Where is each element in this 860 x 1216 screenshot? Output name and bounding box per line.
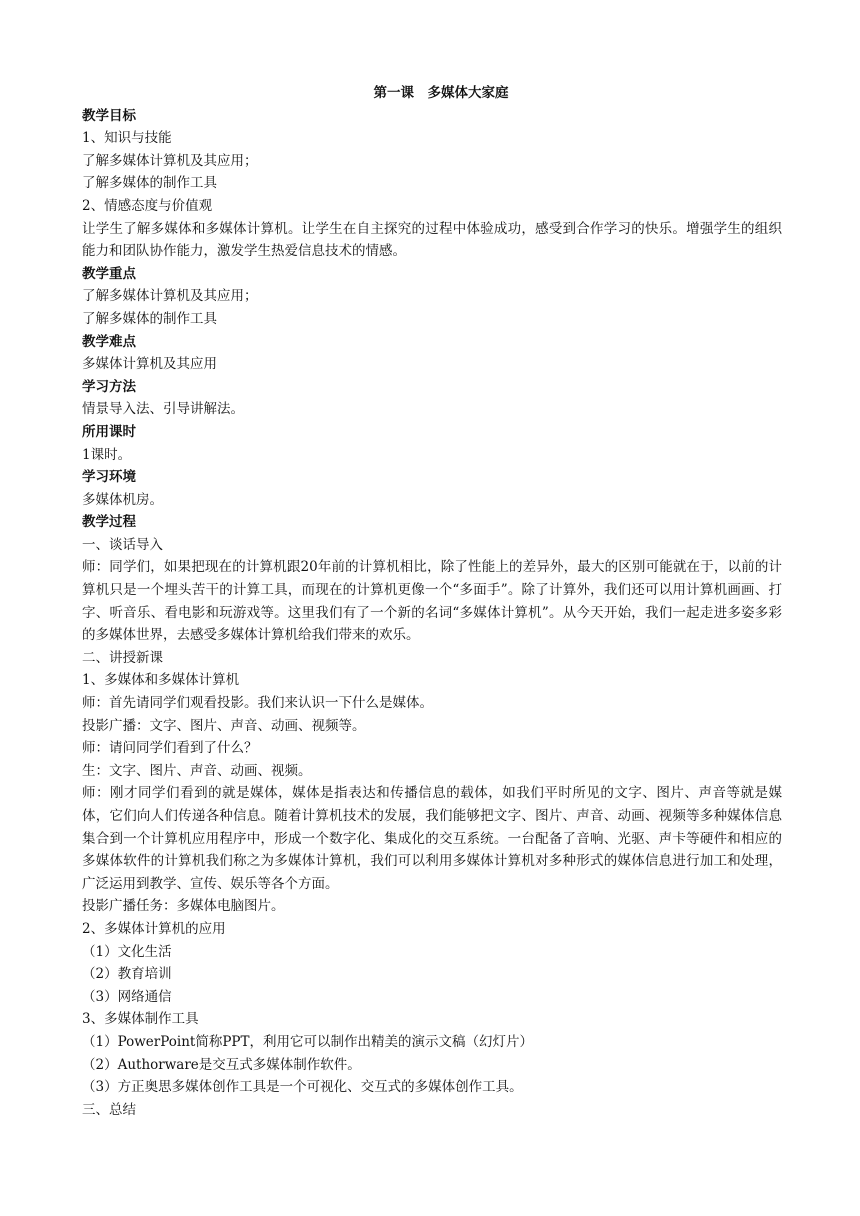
section-heading: 教学重点: [82, 265, 136, 282]
document-page: [82, 82, 782, 1121]
text-line: 2、多媒体计算机的应用: [82, 920, 226, 937]
text-line: 师：请问同学们看到了什么？: [82, 740, 258, 757]
paragraph: 师：同学们，如果把现在的计算机跟20年前的计算机相比，除了性能上的差异外，最大的区别可能就在于，以前的计算机只是一个埋头苦干的计算工具，而现在的计算机更像一个“多面手”。除了计算外，我们还可以用计算机画画、打字、听音乐、看电影和玩游戏等。这里我们有了一个新的名词“多媒体计算机”。从今天开始，我们一起走进多姿多彩的多媒体世界，去感受多媒体计算机给我们带来的欢乐。: [82, 559, 782, 644]
section-heading: 教学过程: [82, 514, 136, 531]
text-line: 师：首先请同学们观看投影。我们来认识一下什么是媒体。: [82, 695, 433, 712]
text-line: （2）Authorware是交互式多媒体制作软件。: [82, 1056, 361, 1073]
section-heading: 教学难点: [82, 333, 136, 350]
document-body: [82, 105, 782, 1122]
section-heading: 所用课时: [82, 423, 136, 440]
section-heading: 学习环境: [82, 469, 136, 486]
text-line: 多媒体机房。: [82, 491, 163, 508]
paragraph: 师：刚才同学们看到的就是媒体，媒体是指表达和传播信息的载体，如我们平时所见的文字、图片、声音等就是媒体，它们向人们传递各种信息。随着计算机技术的发展，我们能够把文字、图片、声音、动画、视频等多种媒体信息集合到一个计算机应用程序中，形成一个数字化、集成化的交互系统。一台配备了音响、光驱、声卡等硬件和相应的多媒体软件的计算机我们称之为多媒体计算机，我们可以利用多媒体计算机对多种形式的媒体信息进行加工和处理，广泛运用到教学、宣传、娱乐等各个方面。: [82, 785, 782, 892]
text-line: （3）网络通信: [82, 988, 172, 1005]
text-line: （1）文化生活: [82, 943, 172, 960]
text-line: 一、谈话导入: [82, 536, 163, 553]
text-line: 情景导入法、引导讲解法。: [82, 401, 244, 418]
text-line: 二、讲授新课: [82, 649, 163, 666]
text-line: 三、总结: [82, 1101, 136, 1118]
text-line: 了解多媒体计算机及其应用；: [82, 288, 258, 305]
section-heading: 教学目标: [82, 107, 136, 124]
paragraph: 让学生了解多媒体和多媒体计算机。让学生在自主探究的过程中体验成功，感受到合作学习的快乐。增强学生的组织能力和团队协作能力，激发学生热爱信息技术的情感。: [82, 220, 782, 260]
text-line: 多媒体计算机及其应用: [82, 356, 217, 373]
text-line: 了解多媒体的制作工具: [82, 310, 217, 327]
text-line: 1课时。: [82, 446, 132, 463]
text-line: 1、知识与技能: [82, 130, 172, 147]
text-line: 生：文字、图片、声音、动画、视频。: [82, 762, 312, 779]
text-line: 1、多媒体和多媒体计算机: [82, 672, 240, 689]
text-line: 2、情感态度与价值观: [82, 197, 213, 214]
section-heading: 学习方法: [82, 378, 136, 395]
text-line: 投影广播：文字、图片、声音、动画、视频等。: [82, 717, 366, 734]
text-line: （3）方正奥思多媒体创作工具是一个可视化、交互式的多媒体创作工具。: [82, 1079, 523, 1096]
text-line: 3、多媒体制作工具: [82, 1011, 199, 1028]
text-line: 了解多媒体计算机及其应用；: [82, 152, 258, 169]
text-line: （1）PowerPoint简称PPT，利用它可以制作出精美的演示文稿（幻灯片）: [82, 1033, 534, 1050]
text-line: 了解多媒体的制作工具: [82, 175, 217, 192]
document-title: 第一课 多媒体大家庭: [373, 85, 509, 101]
text-line: 投影广播任务：多媒体电脑图片。: [82, 898, 285, 915]
text-line: （2）教育培训: [82, 966, 172, 983]
